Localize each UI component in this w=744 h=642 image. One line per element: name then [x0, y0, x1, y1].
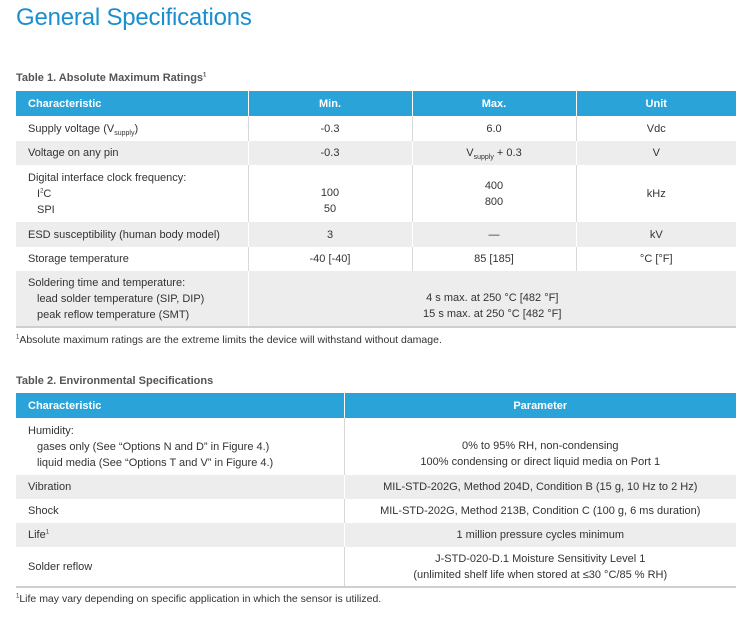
table1-caption: Table 1. Absolute Maximum Ratings$^1$: [16, 72, 207, 84]
environmental-specifications-table: [16, 393, 736, 588]
table-header-row: [16, 393, 736, 418]
row-min: 100 50: [248, 165, 412, 222]
row-max: 85 [185]: [412, 247, 576, 271]
header-max: Max.: [412, 91, 576, 116]
page-title: General Specifications: [16, 4, 252, 31]
row-unit: kV: [576, 222, 736, 247]
row-max: $V_{supply} + 0.3$: [412, 141, 576, 165]
row-characteristic: Vibration: [16, 475, 344, 499]
row-unit: V: [576, 141, 736, 165]
table-row: [16, 547, 736, 587]
row-characteristic: Soldering time and temperature: lead solder temperature (SIP, DIP) peak reflow temperature (SMT): [16, 271, 248, 327]
table-header-row: [16, 91, 736, 116]
row-parameter: J-STD-020-D.1 Moisture Sensitivity Level 1 (unlimited shelf life when stored at ≤30 °C/85 % RH): [344, 547, 736, 587]
header-unit: Unit: [576, 91, 736, 116]
row-characteristic: Humidity: gases only (See “Options N and D” in Figure 4.) liquid media (See “Options T and V” in Figure 4.): [16, 418, 344, 475]
header-characteristic: Characteristic: [16, 91, 248, 116]
table2-caption: Table 2. Environmental Specifications: [16, 375, 214, 387]
row-max: 400 800: [412, 165, 576, 222]
row-parameter: 0% to 95% RH, non-condensing 100% condensing or direct liquid media on Port 1: [344, 418, 736, 475]
header-min: Min.: [248, 91, 412, 116]
row-unit: kHz: [576, 165, 736, 222]
header-characteristic: Characteristic: [16, 393, 344, 418]
table-row: [16, 499, 736, 523]
row-max: 6.0: [412, 116, 576, 141]
row-min: -0.3: [248, 141, 412, 165]
row-characteristic: Storage temperature: [16, 247, 248, 271]
absolute-maximum-ratings-table: [16, 91, 736, 328]
table-row: [16, 165, 736, 222]
table-row: [16, 222, 736, 247]
row-unit: Vdc: [576, 116, 736, 141]
table1-footnote: $^1$Absolute maximum ratings are the extreme limits the device will withstand without damage.: [16, 334, 442, 346]
row-min: 3: [248, 222, 412, 247]
row-parameter: MIL-STD-202G, Method 204D, Condition B (15 g, 10 Hz to 2 Hz): [344, 475, 736, 499]
row-parameter: 1 million pressure cycles minimum: [344, 523, 736, 547]
table-row: [16, 247, 736, 271]
row-max: —: [412, 222, 576, 247]
row-characteristic: Shock: [16, 499, 344, 523]
table-row: [16, 418, 736, 475]
table-row: [16, 271, 736, 327]
row-min: -0.3: [248, 116, 412, 141]
table2-footnote: $^1$Life may vary depending on specific application in which the sensor is utilized.: [16, 593, 382, 605]
row-value: 4 s max. at 250 °C [482 °F] 15 s max. at 250 °C [482 °F]: [248, 271, 736, 327]
table-row: [16, 523, 736, 547]
row-characteristic: Digital interface clock frequency: $I^2C$ SPI: [16, 165, 248, 222]
row-characteristic: Solder reflow: [16, 547, 344, 587]
table-row: [16, 141, 736, 165]
row-unit: °C [°F]: [576, 247, 736, 271]
table-row: [16, 475, 736, 499]
row-characteristic: Supply voltage $(V_{supply})$: [16, 116, 248, 141]
row-min: -40 [-40]: [248, 247, 412, 271]
row-characteristic: Voltage on any pin: [16, 141, 248, 165]
row-characteristic: ESD susceptibility (human body model): [16, 222, 248, 247]
table-row: [16, 116, 736, 141]
row-parameter: MIL-STD-202G, Method 213B, Condition C (100 g, 6 ms duration): [344, 499, 736, 523]
header-parameter: Parameter: [344, 393, 736, 418]
row-characteristic: Life$^1$: [16, 523, 344, 547]
